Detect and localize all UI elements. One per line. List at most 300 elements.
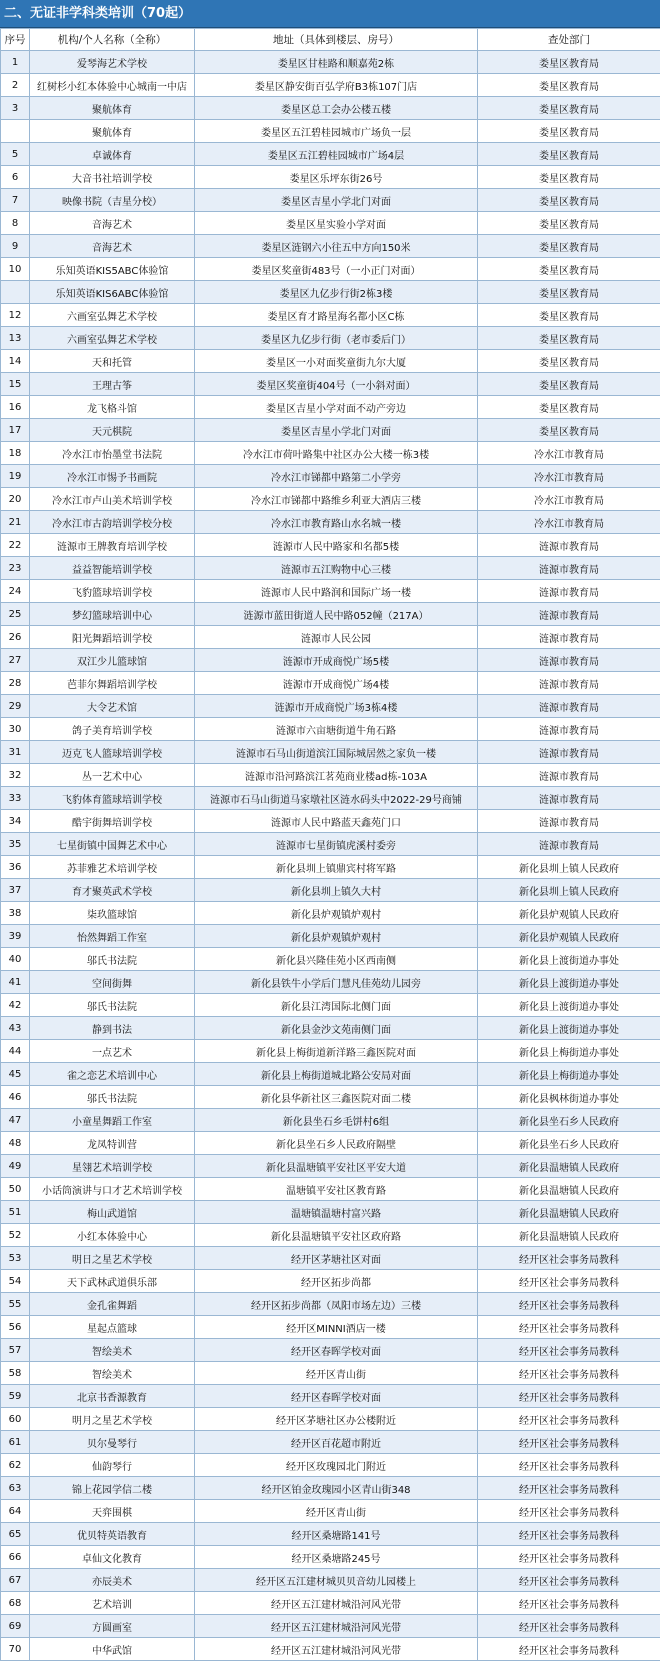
address[interactable]: 涟源市人民中路润和国际广场一楼 bbox=[195, 580, 478, 603]
address[interactable]: 新化县温塘镇平安社区平安大道 bbox=[195, 1155, 478, 1178]
department[interactable]: 娄星区教育局 bbox=[478, 258, 660, 281]
row-index[interactable]: 68 bbox=[1, 1592, 30, 1615]
department[interactable]: 新化县圳上镇人民政府 bbox=[478, 856, 660, 879]
row-index[interactable]: 16 bbox=[1, 396, 30, 419]
org-name[interactable]: 冷水江市惕予书画院 bbox=[30, 465, 195, 488]
address[interactable]: 涟源市六亩塘街道牛角石路 bbox=[195, 718, 478, 741]
department[interactable]: 经开区社会事务局教科 bbox=[478, 1569, 660, 1592]
row-index[interactable]: 69 bbox=[1, 1615, 30, 1638]
address[interactable]: 娄星区五江碧桂园城市广场4层 bbox=[195, 143, 478, 166]
table-row bbox=[1, 833, 660, 856]
row-index[interactable]: 17 bbox=[1, 419, 30, 442]
row-index[interactable]: 26 bbox=[1, 626, 30, 649]
org-name[interactable]: 飞豹体育篮球培训学校 bbox=[30, 787, 195, 810]
department[interactable]: 娄星区教育局 bbox=[478, 350, 660, 373]
org-name[interactable]: 映像书院（吉星分校） bbox=[30, 189, 195, 212]
address[interactable]: 娄星区吉星小学北门对面 bbox=[195, 189, 478, 212]
department[interactable]: 涟源市教育局 bbox=[478, 672, 660, 695]
address[interactable]: 涟源市开成商悦广场5楼 bbox=[195, 649, 478, 672]
row-index[interactable]: 34 bbox=[1, 810, 30, 833]
header-name[interactable]: 机构/个人名称（全称） bbox=[30, 29, 195, 51]
address[interactable]: 涟源市开成商悦广场4楼 bbox=[195, 672, 478, 695]
department[interactable]: 涟源市教育局 bbox=[478, 603, 660, 626]
department[interactable]: 娄星区教育局 bbox=[478, 327, 660, 350]
table-row bbox=[1, 810, 660, 833]
row-index[interactable]: 28 bbox=[1, 672, 30, 695]
department[interactable]: 娄星区教育局 bbox=[478, 97, 660, 120]
address[interactable]: 经开区桑塘路245号 bbox=[195, 1546, 478, 1569]
org-name[interactable]: 小童星舞蹈工作室 bbox=[30, 1109, 195, 1132]
org-name[interactable]: 涟源市王牌教育培训学校 bbox=[30, 534, 195, 557]
row-index[interactable]: 21 bbox=[1, 511, 30, 534]
table-row bbox=[1, 350, 660, 373]
org-name[interactable]: 大令艺术馆 bbox=[30, 695, 195, 718]
department[interactable]: 新化县温塘镇人民政府 bbox=[478, 1201, 660, 1224]
department[interactable]: 娄星区教育局 bbox=[478, 373, 660, 396]
table-row bbox=[1, 1523, 660, 1546]
address[interactable]: 娄星区吉星小学对面不动产旁边 bbox=[195, 396, 478, 419]
org-name[interactable]: 梦幻篮球培训中心 bbox=[30, 603, 195, 626]
row-index[interactable]: 19 bbox=[1, 465, 30, 488]
row-index[interactable]: 15 bbox=[1, 373, 30, 396]
address[interactable]: 经开区青山街 bbox=[195, 1362, 478, 1385]
department[interactable]: 经开区社会事务局教科 bbox=[478, 1316, 660, 1339]
org-name[interactable]: 冷水江市古韵培训学校分校 bbox=[30, 511, 195, 534]
header-address[interactable]: 地址（具体到楼层、房号） bbox=[195, 29, 478, 51]
table-row bbox=[1, 1477, 660, 1500]
department[interactable]: 娄星区教育局 bbox=[478, 396, 660, 419]
table-row bbox=[1, 120, 660, 143]
row-index[interactable]: 50 bbox=[1, 1178, 30, 1201]
department[interactable]: 娄星区教育局 bbox=[478, 120, 660, 143]
department[interactable]: 经开区社会事务局教科 bbox=[478, 1362, 660, 1385]
table-row bbox=[1, 281, 660, 304]
address[interactable]: 涟源市五江购物中心三楼 bbox=[195, 557, 478, 580]
department[interactable]: 新化县上梅街道办事处 bbox=[478, 1063, 660, 1086]
org-name[interactable]: 明日之星艺术学校 bbox=[30, 1247, 195, 1270]
department[interactable]: 冷水江市教育局 bbox=[478, 511, 660, 534]
address[interactable]: 新化县圳上镇久大村 bbox=[195, 879, 478, 902]
address[interactable]: 娄星区乐坪东街26号 bbox=[195, 166, 478, 189]
row-index[interactable]: 3 bbox=[1, 97, 30, 120]
address[interactable]: 经开区桑塘路141号 bbox=[195, 1523, 478, 1546]
department[interactable]: 涟源市教育局 bbox=[478, 764, 660, 787]
row-index[interactable] bbox=[1, 120, 30, 143]
org-name[interactable]: 雀之恋艺术培训中心 bbox=[30, 1063, 195, 1086]
org-name[interactable]: 大音书社培训学校 bbox=[30, 166, 195, 189]
row-index[interactable]: 54 bbox=[1, 1270, 30, 1293]
department[interactable]: 新化县温塘镇人民政府 bbox=[478, 1178, 660, 1201]
address[interactable]: 冷水江市锑都中路第二小学旁 bbox=[195, 465, 478, 488]
org-name[interactable]: 卓诚体育 bbox=[30, 143, 195, 166]
org-name[interactable]: 龙凤特训营 bbox=[30, 1132, 195, 1155]
row-index[interactable]: 5 bbox=[1, 143, 30, 166]
row-index[interactable]: 32 bbox=[1, 764, 30, 787]
org-name[interactable]: 柒玖篮球馆 bbox=[30, 902, 195, 925]
table-row bbox=[1, 1592, 660, 1615]
department[interactable]: 冷水江市教育局 bbox=[478, 442, 660, 465]
address[interactable]: 涟源市人民中路家和名都5楼 bbox=[195, 534, 478, 557]
org-name[interactable]: 丛一艺术中心 bbox=[30, 764, 195, 787]
table-row bbox=[1, 304, 660, 327]
row-index[interactable]: 67 bbox=[1, 1569, 30, 1592]
org-name[interactable]: 聚航体育 bbox=[30, 97, 195, 120]
address[interactable]: 冷水江市锑都中路维乡利亚大酒店三楼 bbox=[195, 488, 478, 511]
address[interactable]: 涟源市人民中路蓝天鑫苑门口 bbox=[195, 810, 478, 833]
address[interactable]: 娄星区甘桂路和顺嘉苑2栋 bbox=[195, 51, 478, 74]
row-index[interactable]: 63 bbox=[1, 1477, 30, 1500]
row-index[interactable]: 30 bbox=[1, 718, 30, 741]
org-name[interactable]: 邬氏书法院 bbox=[30, 994, 195, 1017]
address[interactable]: 涟源市人民公园 bbox=[195, 626, 478, 649]
address[interactable]: 新化县兴隆佳苑小区西南侧 bbox=[195, 948, 478, 971]
address[interactable]: 经开区拓步尚都（凤阳市场左边）三楼 bbox=[195, 1293, 478, 1316]
department[interactable]: 经开区社会事务局教科 bbox=[478, 1615, 660, 1638]
org-name[interactable]: 爱琴海艺术学校 bbox=[30, 51, 195, 74]
address[interactable]: 经开区玫瑰园北门附近 bbox=[195, 1454, 478, 1477]
department[interactable]: 新化县坐石乡人民政府 bbox=[478, 1109, 660, 1132]
row-index[interactable]: 52 bbox=[1, 1224, 30, 1247]
address[interactable]: 经开区百花超市附近 bbox=[195, 1431, 478, 1454]
row-index[interactable]: 27 bbox=[1, 649, 30, 672]
org-name[interactable]: 北京书香源教育 bbox=[30, 1385, 195, 1408]
department[interactable]: 涟源市教育局 bbox=[478, 810, 660, 833]
org-name[interactable]: 七星街镇中国舞艺术中心 bbox=[30, 833, 195, 856]
department[interactable]: 娄星区教育局 bbox=[478, 281, 660, 304]
org-name[interactable]: 贝尔曼琴行 bbox=[30, 1431, 195, 1454]
row-index[interactable]: 41 bbox=[1, 971, 30, 994]
department[interactable]: 涟源市教育局 bbox=[478, 649, 660, 672]
row-index[interactable]: 61 bbox=[1, 1431, 30, 1454]
row-index[interactable]: 37 bbox=[1, 879, 30, 902]
org-name[interactable]: 邬氏书法院 bbox=[30, 948, 195, 971]
department[interactable]: 经开区社会事务局教科 bbox=[478, 1247, 660, 1270]
row-index[interactable]: 55 bbox=[1, 1293, 30, 1316]
org-name[interactable]: 天元棋院 bbox=[30, 419, 195, 442]
org-name[interactable]: 芭菲尔舞蹈培训学校 bbox=[30, 672, 195, 695]
department[interactable]: 新化县圳上镇人民政府 bbox=[478, 879, 660, 902]
row-index[interactable]: 9 bbox=[1, 235, 30, 258]
org-name[interactable]: 益益智能培训学校 bbox=[30, 557, 195, 580]
org-name[interactable]: 锦上花园学信二楼 bbox=[30, 1477, 195, 1500]
row-index[interactable]: 18 bbox=[1, 442, 30, 465]
org-name[interactable]: 六画室弘舞艺术学校 bbox=[30, 304, 195, 327]
department[interactable]: 涟源市教育局 bbox=[478, 695, 660, 718]
header-department[interactable]: 查处部门 bbox=[478, 29, 660, 51]
org-name[interactable]: 龙飞格斗馆 bbox=[30, 396, 195, 419]
org-name[interactable]: 乐知英语KIS5ABC体验馆 bbox=[30, 258, 195, 281]
org-name[interactable]: 星起点篮球 bbox=[30, 1316, 195, 1339]
org-name[interactable]: 艺术培训 bbox=[30, 1592, 195, 1615]
row-index[interactable]: 29 bbox=[1, 695, 30, 718]
address[interactable]: 经开区茅塘社区对面 bbox=[195, 1247, 478, 1270]
table-row bbox=[1, 1546, 660, 1569]
table-row bbox=[1, 373, 660, 396]
org-name[interactable]: 卓仙文化教育 bbox=[30, 1546, 195, 1569]
org-name[interactable]: 金孔雀舞蹈 bbox=[30, 1293, 195, 1316]
address[interactable]: 新化县炉观镇炉观村 bbox=[195, 902, 478, 925]
department[interactable]: 经开区社会事务局教科 bbox=[478, 1477, 660, 1500]
department[interactable]: 冷水江市教育局 bbox=[478, 465, 660, 488]
row-index[interactable]: 57 bbox=[1, 1339, 30, 1362]
address[interactable]: 新化县圳上镇鼎宾村将军路 bbox=[195, 856, 478, 879]
row-index[interactable]: 14 bbox=[1, 350, 30, 373]
org-name[interactable]: 冷水江市怡墨堂书法院 bbox=[30, 442, 195, 465]
row-index[interactable]: 70 bbox=[1, 1638, 30, 1661]
address[interactable]: 经开区铂金玫瑰园小区青山街348 bbox=[195, 1477, 478, 1500]
row-index[interactable]: 8 bbox=[1, 212, 30, 235]
row-index[interactable]: 12 bbox=[1, 304, 30, 327]
department[interactable]: 涟源市教育局 bbox=[478, 626, 660, 649]
row-index[interactable]: 33 bbox=[1, 787, 30, 810]
department[interactable]: 涟源市教育局 bbox=[478, 580, 660, 603]
address[interactable]: 新化县江湾国际北侧门面 bbox=[195, 994, 478, 1017]
org-name[interactable]: 梅山武道馆 bbox=[30, 1201, 195, 1224]
table-row bbox=[1, 1431, 660, 1454]
department[interactable]: 新化县炉观镇人民政府 bbox=[478, 925, 660, 948]
org-name[interactable]: 迈克飞人篮球培训学校 bbox=[30, 741, 195, 764]
row-index[interactable]: 38 bbox=[1, 902, 30, 925]
department[interactable]: 涟源市教育局 bbox=[478, 557, 660, 580]
org-name[interactable]: 怡然舞蹈工作室 bbox=[30, 925, 195, 948]
row-index[interactable]: 48 bbox=[1, 1132, 30, 1155]
address[interactable]: 涟源市蓝田街道人民中路052幢（217A） bbox=[195, 603, 478, 626]
org-name[interactable]: 飞豹篮球培训学校 bbox=[30, 580, 195, 603]
row-index[interactable]: 23 bbox=[1, 557, 30, 580]
table-row bbox=[1, 1408, 660, 1431]
address[interactable]: 涟源市沿河路滨江茗苑商业楼ad栋-103A bbox=[195, 764, 478, 787]
department[interactable]: 经开区社会事务局教科 bbox=[478, 1293, 660, 1316]
org-name[interactable]: 阳光舞蹈培训学校 bbox=[30, 626, 195, 649]
row-index[interactable]: 47 bbox=[1, 1109, 30, 1132]
row-index[interactable]: 10 bbox=[1, 258, 30, 281]
department[interactable]: 娄星区教育局 bbox=[478, 235, 660, 258]
row-index[interactable]: 39 bbox=[1, 925, 30, 948]
org-name[interactable]: 天下武林武道俱乐部 bbox=[30, 1270, 195, 1293]
address[interactable]: 冷水江市荷叶路集中社区办公大楼一栋3楼 bbox=[195, 442, 478, 465]
row-index[interactable]: 13 bbox=[1, 327, 30, 350]
row-index[interactable]: 65 bbox=[1, 1523, 30, 1546]
address[interactable]: 经开区五江建材城沿河风光带 bbox=[195, 1592, 478, 1615]
org-name[interactable]: 聚航体育 bbox=[30, 120, 195, 143]
org-name[interactable]: 一点艺术 bbox=[30, 1040, 195, 1063]
org-name[interactable]: 红树杉小红本体验中心城南一中店 bbox=[30, 74, 195, 97]
row-index[interactable]: 49 bbox=[1, 1155, 30, 1178]
org-name[interactable]: 冷水江市卢山美术培训学校 bbox=[30, 488, 195, 511]
org-name[interactable]: 苏菲雅艺术培训学校 bbox=[30, 856, 195, 879]
row-index[interactable]: 20 bbox=[1, 488, 30, 511]
department[interactable]: 经开区社会事务局教科 bbox=[478, 1546, 660, 1569]
table-row bbox=[1, 1316, 660, 1339]
department[interactable]: 娄星区教育局 bbox=[478, 189, 660, 212]
row-index[interactable] bbox=[1, 281, 30, 304]
org-name[interactable]: 亦辰美术 bbox=[30, 1569, 195, 1592]
address[interactable]: 娄星区奖童街404号（一小斜对面） bbox=[195, 373, 478, 396]
address[interactable]: 经开区茅塘社区办公楼附近 bbox=[195, 1408, 478, 1431]
department[interactable]: 娄星区教育局 bbox=[478, 212, 660, 235]
address[interactable]: 新化县上梅街道新洋路三鑫医院对面 bbox=[195, 1040, 478, 1063]
department[interactable]: 新化县温塘镇人民政府 bbox=[478, 1224, 660, 1247]
row-index[interactable]: 42 bbox=[1, 994, 30, 1017]
row-index[interactable]: 62 bbox=[1, 1454, 30, 1477]
department[interactable]: 经开区社会事务局教科 bbox=[478, 1523, 660, 1546]
department[interactable]: 经开区社会事务局教科 bbox=[478, 1339, 660, 1362]
org-name[interactable]: 星翎艺术培训学校 bbox=[30, 1155, 195, 1178]
department[interactable]: 新化县上渡街道办事处 bbox=[478, 948, 660, 971]
address[interactable]: 经开区青山街 bbox=[195, 1500, 478, 1523]
department[interactable]: 新化县温塘镇人民政府 bbox=[478, 1155, 660, 1178]
org-name[interactable]: 王理古筝 bbox=[30, 373, 195, 396]
org-name[interactable]: 明月之星艺术学校 bbox=[30, 1408, 195, 1431]
address[interactable]: 新化县铁牛小学后门慧凡佳苑幼儿园旁 bbox=[195, 971, 478, 994]
department[interactable]: 新化县上梅街道办事处 bbox=[478, 1040, 660, 1063]
department[interactable]: 新化县上渡街道办事处 bbox=[478, 971, 660, 994]
row-index[interactable]: 66 bbox=[1, 1546, 30, 1569]
address[interactable]: 温塘镇温塘村富兴路 bbox=[195, 1201, 478, 1224]
org-name[interactable]: 邬氏书法院 bbox=[30, 1086, 195, 1109]
org-name[interactable]: 育才聚英武术学校 bbox=[30, 879, 195, 902]
department[interactable]: 经开区社会事务局教科 bbox=[478, 1500, 660, 1523]
row-index[interactable]: 24 bbox=[1, 580, 30, 603]
org-name[interactable]: 仙韵琴行 bbox=[30, 1454, 195, 1477]
row-index[interactable]: 51 bbox=[1, 1201, 30, 1224]
department[interactable]: 新化县坐石乡人民政府 bbox=[478, 1132, 660, 1155]
department[interactable]: 新化县炉观镇人民政府 bbox=[478, 902, 660, 925]
row-index[interactable]: 7 bbox=[1, 189, 30, 212]
org-name[interactable]: 方圆画室 bbox=[30, 1615, 195, 1638]
address[interactable]: 冷水江市教育路山水名城一楼 bbox=[195, 511, 478, 534]
department[interactable]: 涟源市教育局 bbox=[478, 741, 660, 764]
department[interactable]: 娄星区教育局 bbox=[478, 51, 660, 74]
address[interactable]: 经开区五江建材城沿河风光带 bbox=[195, 1638, 478, 1661]
org-name[interactable]: 小红本体验中心 bbox=[30, 1224, 195, 1247]
row-index[interactable]: 64 bbox=[1, 1500, 30, 1523]
department[interactable]: 娄星区教育局 bbox=[478, 74, 660, 97]
address[interactable]: 娄星区五江碧桂园城市广场负一层 bbox=[195, 120, 478, 143]
department[interactable]: 经开区社会事务局教科 bbox=[478, 1270, 660, 1293]
row-index[interactable]: 56 bbox=[1, 1316, 30, 1339]
org-name[interactable]: 鸽子美育培训学校 bbox=[30, 718, 195, 741]
address[interactable]: 涟源市开成商悦广场3栋4楼 bbox=[195, 695, 478, 718]
row-index[interactable]: 44 bbox=[1, 1040, 30, 1063]
department[interactable]: 涟源市教育局 bbox=[478, 833, 660, 856]
org-name[interactable]: 小话筒演讲与口才艺术培训学校 bbox=[30, 1178, 195, 1201]
row-index[interactable]: 1 bbox=[1, 51, 30, 74]
org-name[interactable]: 智绘美术 bbox=[30, 1339, 195, 1362]
address[interactable]: 经开区春晖学校对面 bbox=[195, 1385, 478, 1408]
address[interactable]: 经开区拓步尚都 bbox=[195, 1270, 478, 1293]
department[interactable]: 经开区社会事务局教科 bbox=[478, 1592, 660, 1615]
row-index[interactable]: 43 bbox=[1, 1017, 30, 1040]
department[interactable]: 冷水江市教育局 bbox=[478, 488, 660, 511]
row-index[interactable]: 31 bbox=[1, 741, 30, 764]
org-name[interactable]: 乐知英语KIS6ABC体验馆 bbox=[30, 281, 195, 304]
address[interactable]: 娄星区九亿步行街（老市委后门） bbox=[195, 327, 478, 350]
address[interactable]: 新化县金沙文苑南侧门面 bbox=[195, 1017, 478, 1040]
row-index[interactable]: 35 bbox=[1, 833, 30, 856]
row-index[interactable]: 40 bbox=[1, 948, 30, 971]
department[interactable]: 新化县上渡街道办事处 bbox=[478, 1017, 660, 1040]
address[interactable]: 娄星区吉星小学北门对面 bbox=[195, 419, 478, 442]
table-row bbox=[1, 1569, 660, 1592]
row-index[interactable]: 45 bbox=[1, 1063, 30, 1086]
department[interactable]: 娄星区教育局 bbox=[478, 166, 660, 189]
org-name[interactable]: 音海艺术 bbox=[30, 212, 195, 235]
address[interactable]: 新化县炉观镇炉观村 bbox=[195, 925, 478, 948]
department[interactable]: 涟源市教育局 bbox=[478, 787, 660, 810]
header-index[interactable]: 序号 bbox=[1, 29, 30, 51]
row-index[interactable]: 25 bbox=[1, 603, 30, 626]
address[interactable]: 娄星区涟钢六小往五中方向150米 bbox=[195, 235, 478, 258]
org-name[interactable]: 智绘美术 bbox=[30, 1362, 195, 1385]
department[interactable]: 经开区社会事务局教科 bbox=[478, 1454, 660, 1477]
address[interactable]: 娄星区奖童街483号（一小正门对面） bbox=[195, 258, 478, 281]
address[interactable]: 新化县坐石乡人民政府隔壁 bbox=[195, 1132, 478, 1155]
row-index[interactable]: 36 bbox=[1, 856, 30, 879]
org-name[interactable]: 优贝特英语教育 bbox=[30, 1523, 195, 1546]
row-index[interactable]: 6 bbox=[1, 166, 30, 189]
department[interactable]: 娄星区教育局 bbox=[478, 304, 660, 327]
org-name[interactable]: 空间街舞 bbox=[30, 971, 195, 994]
address[interactable]: 经开区春晖学校对面 bbox=[195, 1339, 478, 1362]
address[interactable]: 娄星区总工会办公楼五楼 bbox=[195, 97, 478, 120]
address[interactable]: 娄星区育才路星海名都小区C栋 bbox=[195, 304, 478, 327]
address[interactable]: 娄星区星实验小学对面 bbox=[195, 212, 478, 235]
department[interactable]: 涟源市教育局 bbox=[478, 534, 660, 557]
table-row bbox=[1, 1155, 660, 1178]
address[interactable]: 新化县上梅街道城北路公安局对面 bbox=[195, 1063, 478, 1086]
org-name[interactable]: 天弈围棋 bbox=[30, 1500, 195, 1523]
address[interactable]: 娄星区静安街百弘学府B3栋107门店 bbox=[195, 74, 478, 97]
department[interactable]: 涟源市教育局 bbox=[478, 718, 660, 741]
department[interactable]: 经开区社会事务局教科 bbox=[478, 1385, 660, 1408]
row-index[interactable]: 53 bbox=[1, 1247, 30, 1270]
department[interactable]: 经开区社会事务局教科 bbox=[478, 1638, 660, 1661]
row-index[interactable]: 60 bbox=[1, 1408, 30, 1431]
address[interactable]: 新化县华新社区三鑫医院对面二楼 bbox=[195, 1086, 478, 1109]
address[interactable]: 涟源市石马山街道马家墩社区涟水码头中2022-29号商铺 bbox=[195, 787, 478, 810]
org-name[interactable]: 天和托管 bbox=[30, 350, 195, 373]
department[interactable]: 娄星区教育局 bbox=[478, 143, 660, 166]
address[interactable]: 温塘镇平安社区教育路 bbox=[195, 1178, 478, 1201]
department[interactable]: 经开区社会事务局教科 bbox=[478, 1431, 660, 1454]
row-index[interactable]: 59 bbox=[1, 1385, 30, 1408]
org-name[interactable]: 酷宇街舞培训学校 bbox=[30, 810, 195, 833]
address[interactable]: 涟源市七星街镇虎溪村委旁 bbox=[195, 833, 478, 856]
address[interactable]: 娄星区九亿步行街2栋3楼 bbox=[195, 281, 478, 304]
department[interactable]: 新化县上渡街道办事处 bbox=[478, 994, 660, 1017]
department[interactable]: 新化县枫林街道办事处 bbox=[478, 1086, 660, 1109]
address[interactable]: 经开区五江建材城沿河风光带 bbox=[195, 1615, 478, 1638]
org-name[interactable]: 双江少儿篮球馆 bbox=[30, 649, 195, 672]
org-name[interactable]: 静到书法 bbox=[30, 1017, 195, 1040]
row-index[interactable]: 46 bbox=[1, 1086, 30, 1109]
address[interactable]: 涟源市石马山街道滨江国际城居然之家负一楼 bbox=[195, 741, 478, 764]
org-name[interactable]: 六画室弘舞艺术学校 bbox=[30, 327, 195, 350]
address[interactable]: 新化县温塘镇平安社区政府路 bbox=[195, 1224, 478, 1247]
address[interactable]: 娄星区一小对面奖童街九尔大厦 bbox=[195, 350, 478, 373]
address[interactable]: 经开区MINNI酒店一楼 bbox=[195, 1316, 478, 1339]
address[interactable]: 新化县坐石乡毛饼村6组 bbox=[195, 1109, 478, 1132]
department[interactable]: 经开区社会事务局教科 bbox=[478, 1408, 660, 1431]
address[interactable]: 经开区五江建材城贝贝音幼儿园楼上 bbox=[195, 1569, 478, 1592]
row-index[interactable]: 22 bbox=[1, 534, 30, 557]
row-index[interactable]: 2 bbox=[1, 74, 30, 97]
org-name[interactable]: 中华武馆 bbox=[30, 1638, 195, 1661]
row-index[interactable]: 58 bbox=[1, 1362, 30, 1385]
department[interactable]: 娄星区教育局 bbox=[478, 419, 660, 442]
org-name[interactable]: 音海艺术 bbox=[30, 235, 195, 258]
